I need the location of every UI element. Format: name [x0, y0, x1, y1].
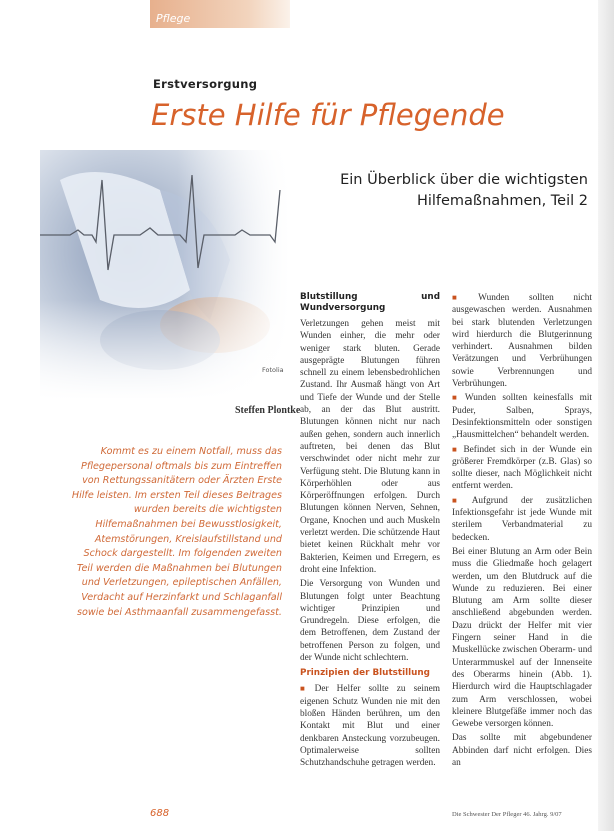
article-title: Erste Hilfe für Pflegende: [151, 98, 505, 132]
author: Steffen Plontke: [235, 405, 301, 416]
bullet-item: ■ Der Helfer sollte zu seinem eigenen Schutz Wunden nie mit den bloßen Händen berühren, um den Kontakt mit Blut und einer denkbaren Ansteckung vorzubeugen. Optimalerweise sollten Schutzhandschuhe getragen werden.: [300, 683, 440, 769]
section-heading: Blutstillung und Wundversorgung: [300, 292, 440, 313]
photo-credit: Fotolia: [262, 366, 284, 374]
text-column-2: [452, 292, 592, 771]
bullet-item: ■ Wunden sollten keinesfalls mit Puder, Salben, Sprays, Desinfektionsmitteln oder sonstigen „Hausmittelchen“ behandelt werden.: [452, 392, 592, 441]
bullet-item: ■ Wunden sollten nicht ausgewaschen werden. Ausnahmen bei stark blutenden Verletzungen wird hierdurch die Blutgerinnung verhindert. Ausnahmen bilden Verätzungen und Verbrühungen sowie Verbrennungen und Verbrühungen.: [452, 292, 592, 390]
section-label: Pflege: [156, 12, 191, 25]
page-edge: [598, 0, 614, 831]
journal-footer: Die Schwester Der Pfleger 46. Jahrg. 9/07: [452, 811, 562, 818]
paragraph: Die Versorgung von Wunden und Blutungen folgt unter Beachtung wichtiger Prinzipien und Grundregeln. Diese erfolgen, die dem Betroffenen, dem Zustand der betroffenen Person zu folgen, und der Wunde nicht schlechtern.: [300, 579, 440, 664]
section-heading: Prinzipien der Blutstillung: [300, 668, 430, 679]
paragraph: Das sollte mit abgebundener Abbinden darf nicht erfolgen. Dies an: [452, 733, 592, 768]
ecg-photo-illustration: [40, 150, 290, 400]
text-column-1: [300, 292, 440, 771]
bullet-item: ■ Aufgrund der zusätzlichen Infektionsgefahr ist jede Wunde mit sterilem Verbandmaterial zu bedecken.: [452, 495, 592, 544]
article-subtitle: [300, 170, 588, 212]
article-photo: [40, 150, 290, 400]
page-number: 688: [150, 808, 170, 819]
subtitle-line-2: Hilfemaßnahmen, Teil 2: [416, 193, 588, 209]
article-intro: Kommt es zu einem Notfall, muss das Pflegepersonal oftmals bis zum Eintreffen von Rettungssanitätern oder Ärzten Erste Hilfe leisten. Im ersten Teil dieses Beitrages wurden bereits die wichtigsten Hilfemaßnahmen bei Bewusstlosigkeit, Atemstörungen, Kreislaufstillstand und Schock dargestellt. Im folgenden zweiten Teil werden die Maßnahmen bei Blutungen und Verletzungen, epileptischen Anfällen, Verdacht auf Herzinfarkt und Schlaganfall sowie bei Asthmaanfall zusammengefasst.: [71, 446, 282, 618]
subtitle-line-1: Ein Überblick über die wichtigsten: [340, 172, 588, 188]
article-kicker: Erstversorgung: [153, 77, 258, 91]
paragraph: Verletzungen gehen meist mit Wunden einher, die mehr oder weniger stark bluten. Gerade ausgeprägte Blutungen führen schnell zu einem lebensbedrohlichen Zustand. Ihr Ausmaß hängt von Art und Tiefe der Wunde und der Stelle ab, an der das Blut austritt. Blutungen können nicht nur nach außen gehen, sondern auch innerlich auftreten, bei denen das Blut verschwindet oder nicht mehr zur Verfügung steht. Die Blutung kann in Körperhöhlen oder aus Körperöffnungen erfolgen. Durch Blutungen können Nerven, Sehnen, Organe, Knochen und auch Muskeln verletzt werden. Die schützende Haut bietet keinen Rückhalt mehr vor Bakterien, Keimen und Erregern, es droht eine Infektion.: [300, 319, 440, 575]
paragraph: Bei einer Blutung an Arm oder Bein muss die Gliedmaße hoch gelagert werden, um den Blutdruck auf die Wunde zu reduzieren. Bei einer Blutung am Arm sollte dieser anschließend abgebunden werden. Dazu drückt der Helfer mit vier Fingern seiner Hand in die Muskellücke zwischen Oberarm- und Unterarmmuskel auf der Innenseite des Oberarms hinein (Abb. 1). Hierdurch wird die Hauptschlagader zum Arm verschlossen, wobei kleinere Blutgefäße immer noch das Gewebe versorgen können.: [452, 546, 592, 730]
bullet-item: ■ Befindet sich in der Wunde ein größerer Fremdkörper (z.B. Glas) so sollte dieser, nach Möglichkeit nicht entfernt werden.: [452, 444, 592, 493]
